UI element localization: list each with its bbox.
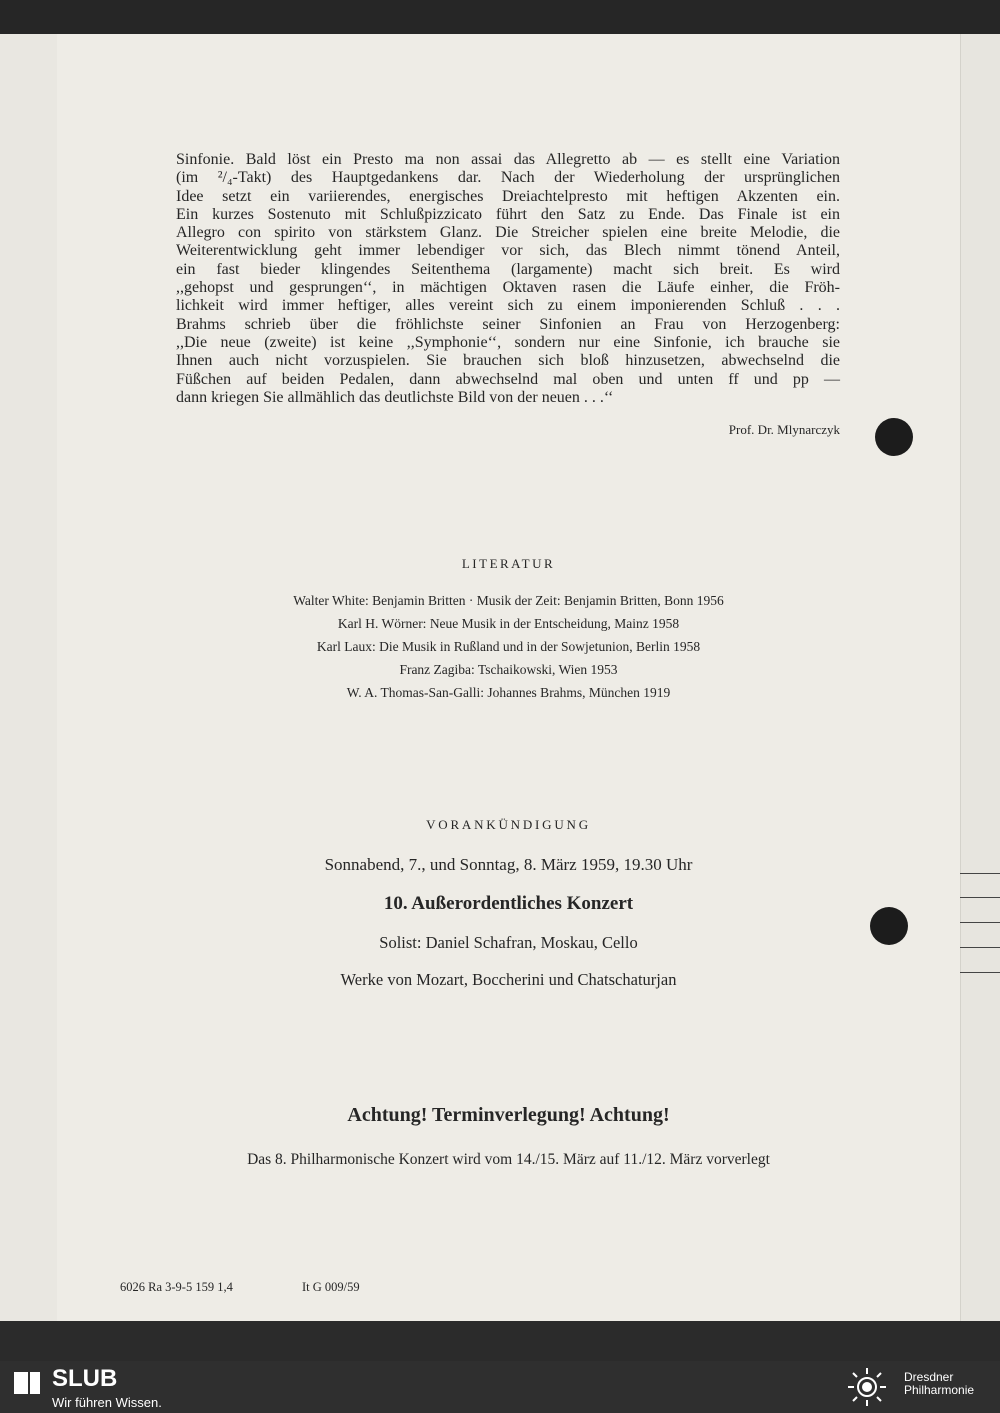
literature-item: Karl H. Wörner: Neue Musik in der Entscheidung, Mainz 1958	[337, 616, 680, 631]
scan-border-top	[0, 0, 1000, 34]
announcement-works: Werke von Mozart, Boccherini und Chatschaturjan	[340, 970, 677, 989]
body-line: Idee setzt ein variierendes, energisches Dreiachtelpresto mit heftigen Akzenten ein.	[176, 187, 840, 205]
body-line: Allegro con spirito von stärkstem Glanz. Die Streicher spielen eine breite Melodie, die	[176, 224, 840, 242]
article-body	[176, 151, 840, 407]
body-line: Brahms schrieb über die fröhlichste seiner Sinfonien an Frau von Herzogenberg:	[176, 315, 840, 333]
body-line: Ihnen auch nicht vorzuspielen. Sie brauchen sich bloß hinzusetzen, abwechselnd die	[176, 352, 840, 370]
body-line: dann kriegen Sie allmählich das deutlichste Bild von der neuen . . .‘‘	[176, 388, 614, 406]
page-edge-line	[960, 972, 1000, 973]
philharmonie-name-line: Dresdner	[904, 1370, 954, 1384]
literature-item: Karl Laux: Die Musik in Rußland und in der Sowjetunion, Berlin 1958	[316, 639, 701, 654]
philharmonie-name[interactable]	[904, 1371, 999, 1397]
author-signature: Prof. Dr. Mlynarczyk	[728, 422, 840, 437]
page-edge-line	[960, 897, 1000, 898]
body-line: (im ²/₄-Takt) des Hauptgedankens dar. Nach der Wiederholung der ursprünglichen	[176, 169, 840, 187]
announcement-heading: VORANKÜNDIGUNG	[426, 817, 591, 832]
announcement-soloist: Solist: Daniel Schafran, Moskau, Cello	[379, 933, 638, 952]
body-line: Ein kurzes Sostenuto mit Schlußpizzicato führt den Satz zu Ende. Das Finale ist ein	[176, 205, 840, 223]
viewer-footer	[0, 1361, 1000, 1413]
notice-text: Das 8. Philharmonische Konzert wird vom 14./15. März auf 11./12. März vorverlegt	[247, 1151, 770, 1168]
slub-name[interactable]: SLUB	[52, 1365, 118, 1392]
notice-heading: Achtung! Terminverlegung! Achtung!	[347, 1104, 670, 1126]
slub-logo-icon[interactable]	[12, 1368, 42, 1398]
philharmonie-logo-icon[interactable]	[840, 1365, 894, 1409]
paper-left-margin	[0, 34, 58, 1321]
scan-border-bottom	[0, 1321, 1000, 1361]
body-line: Füßchen auf beiden Pedalen, dann abwechselnd mal oben und unten ff und pp —	[176, 370, 840, 388]
print-license-code: It G 009/59	[302, 1280, 360, 1294]
next-page-edge	[960, 34, 1000, 1321]
literature-item: W. A. Thomas-San-Galli: Johannes Brahms, München 1919	[346, 685, 671, 700]
slub-tagline: Wir führen Wissen.	[52, 1395, 162, 1410]
page-edge-line	[960, 947, 1000, 948]
punch-hole	[875, 418, 913, 456]
body-line: Sinfonie. Bald löst ein Presto ma non assai das Allegretto ab — es stellt eine Variation	[176, 151, 840, 168]
page-edge-line	[960, 922, 1000, 923]
literature-heading: LITERATUR	[461, 556, 556, 571]
literature-item: Walter White: Benjamin Britten · Musik der Zeit: Benjamin Britten, Bonn 1956	[293, 593, 724, 608]
announcement-title: 10. Außerordentliches Konzert	[383, 893, 634, 914]
body-line: ,,Die neue (zweite) ist keine ,,Symphonie‘‘, sondern nur eine Sinfonie, ich brauche sie	[176, 333, 840, 351]
literature-item: Franz Zagiba: Tschaikowski, Wien 1953	[399, 662, 618, 677]
print-code: 6026 Ra 3-9-5 159 1,4	[120, 1280, 233, 1294]
body-line: lichkeit wird immer heftiger, alles vereint sich zu einem imponierenden Schluß . . .	[176, 297, 840, 315]
body-line: ein fast bieder klingendes Seitenthema (largamente) macht sich breit. Es wird	[176, 260, 840, 278]
body-line: Weiterentwicklung geht immer lebendiger vor sich, das Blech nimmt tönend Anteil,	[176, 242, 840, 260]
page-edge-line	[960, 873, 1000, 874]
philharmonie-name-line: Philharmonie	[904, 1383, 975, 1397]
announcement-date: Sonnabend, 7., und Sonntag, 8. März 1959, 19.30 Uhr	[324, 855, 693, 874]
body-line: ,,gehopst und gesprungen‘‘, in mächtigen Oktaven rasen die Läufe einher, die Fröh-	[176, 279, 840, 297]
